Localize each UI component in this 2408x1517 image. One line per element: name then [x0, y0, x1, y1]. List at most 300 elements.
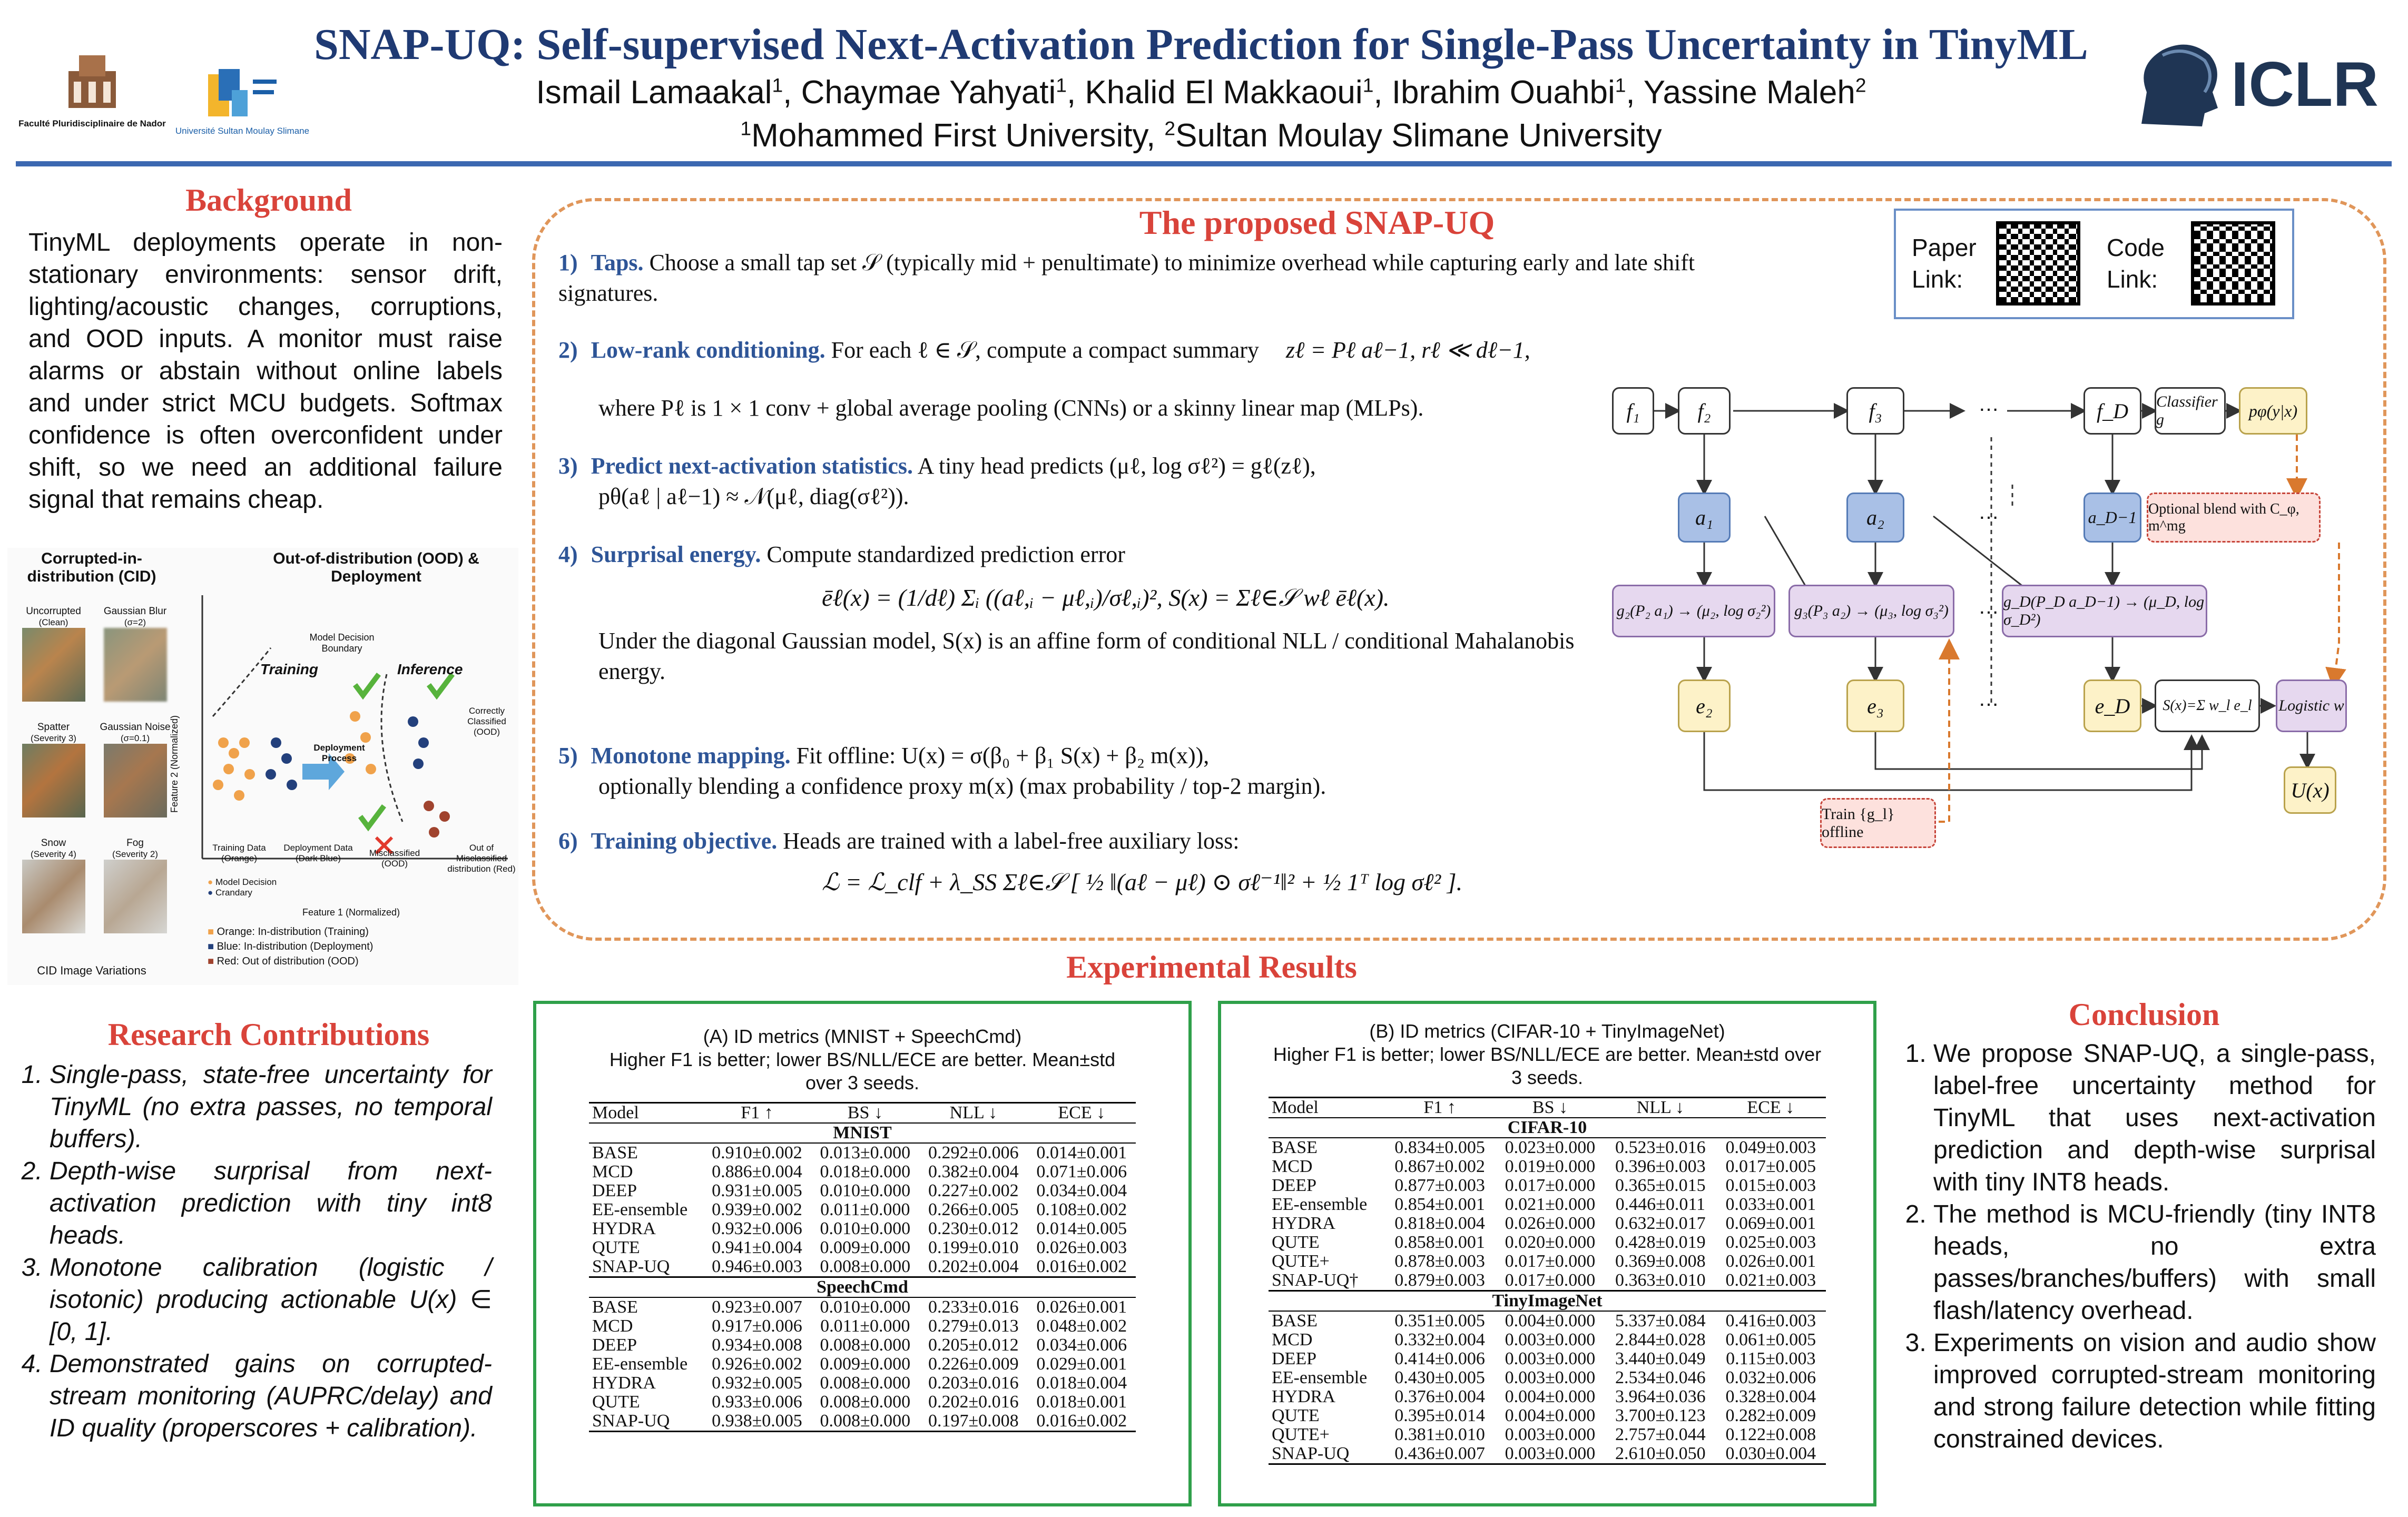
table-row	[589, 1219, 1136, 1238]
table-cell-value: 0.008±0.000	[811, 1412, 919, 1432]
table-row	[1269, 1406, 1826, 1425]
table-cell-value: 0.932±0.006	[712, 1219, 802, 1238]
proposed-title: The proposed SNAP-UQ	[1139, 204, 1495, 241]
table-cell-value: 0.013±0.000	[820, 1143, 911, 1163]
step-formula: ēℓ(x) = (1/dℓ) Σᵢ ((aℓ,ᵢ − μℓ,ᵢ)/σℓ,ᵢ)², S(x) = Σℓ∈𝒮 wℓ ēℓ(x).	[822, 584, 1390, 611]
table-row	[1269, 1349, 1826, 1368]
table-cell-value: 0.938±0.005	[703, 1412, 811, 1432]
table-row	[1269, 1331, 1826, 1349]
bird-photo-spatter	[22, 744, 85, 817]
iclr-logo	[2112, 32, 2392, 137]
affiliation-name: Sultan Moulay Slimane University	[1175, 117, 1662, 154]
cid-image-sub: (σ=2)	[124, 617, 146, 627]
table-cell-value: 2.610±0.050	[1605, 1444, 1715, 1464]
table-cell-value: 0.014±0.001	[1036, 1143, 1127, 1163]
bird-photo-clean	[22, 628, 85, 702]
author-name: Yassine Maleh	[1643, 74, 1855, 111]
table-cell-value: 0.416±0.003	[1725, 1311, 1816, 1331]
author-affiliation-marker: 1	[1362, 74, 1374, 96]
bird-photo-fog	[104, 860, 167, 933]
author-name: Ismail Lamaakal	[536, 74, 772, 111]
step-number: 1)	[558, 250, 578, 275]
cid-image-label: Uncorrupted	[26, 606, 81, 617]
contribution-item: 2. Depth-wise surprisal from next-activation prediction with tiny int8 heads.	[50, 1155, 492, 1252]
university-logo-nador	[16, 37, 169, 142]
code-qr-code[interactable]	[2191, 221, 2275, 306]
table-row	[589, 1317, 1136, 1336]
cid-image-sub: (Severity 3)	[31, 733, 76, 743]
head-g3-node: g₃(P₃ a₂) → (μ₃, log σ₃²)	[1788, 585, 1954, 637]
cid-image-cell	[100, 606, 171, 711]
bird-photo-noise	[104, 744, 167, 817]
table-b-section-title: CIFAR-10	[1269, 1118, 1826, 1138]
conclusion-title: Conclusion	[2068, 997, 2220, 1032]
table-cell-value: 0.061±0.005	[1725, 1330, 1816, 1349]
table-cell-model: SNAP-UQ†	[1269, 1271, 1384, 1291]
table-cell-value: 2.844±0.028	[1615, 1330, 1706, 1349]
table-cell-model: EE-ensemble	[592, 1354, 688, 1374]
table-cell-value: 0.941±0.004	[712, 1238, 802, 1257]
error-dots: …	[1978, 687, 1999, 711]
table-cell-value: 0.018±0.001	[1036, 1392, 1127, 1412]
table-cell-value: 0.017±0.000	[1505, 1252, 1596, 1271]
table-cell-value: 3.440±0.049	[1615, 1349, 1706, 1368]
table-cell-value: 0.048±0.002	[1036, 1316, 1127, 1336]
table-cell-value: 0.008±0.000	[820, 1373, 911, 1393]
fig-xaxis-label: Feature 1 (Normalized)	[302, 907, 400, 918]
results-title: Experimental Results	[1066, 950, 1357, 984]
table-cell-value: 0.026±0.000	[1505, 1214, 1596, 1233]
table-cell-value: 0.108±0.002	[1036, 1200, 1127, 1219]
table-row	[589, 1143, 1136, 1163]
table-cell-value: 0.049±0.003	[1725, 1138, 1816, 1157]
table-cell-value: 0.365±0.015	[1615, 1176, 1706, 1195]
table-cell-model: SNAP-UQ	[589, 1257, 703, 1277]
table-cell-value: 0.363±0.010	[1605, 1271, 1715, 1291]
code-link-label: Code Link:	[2107, 234, 2165, 293]
table-cell-value: 0.369±0.008	[1615, 1252, 1706, 1271]
table-cell-value: 0.523±0.016	[1615, 1138, 1706, 1157]
table-cell-value: 0.230±0.012	[928, 1219, 1019, 1238]
table-cell-value: 0.854±0.001	[1394, 1195, 1485, 1214]
step-heading: Training objective.	[591, 828, 778, 854]
table-cell-model: MCD	[1272, 1157, 1313, 1176]
table-row	[1269, 1214, 1826, 1233]
table-cell-value: 0.197±0.008	[919, 1412, 1027, 1432]
table-cell-model: EE-ensemble	[592, 1200, 688, 1219]
iclr-wordmark: ICLR	[2231, 49, 2378, 120]
step-text: A tiny head predicts (μℓ, log σℓ²) = gℓ(zℓ),	[917, 453, 1316, 479]
table-cell-value: 0.436±0.007	[1384, 1444, 1495, 1464]
table-row	[589, 1257, 1136, 1277]
table-cell-value: 5.337±0.084	[1615, 1311, 1706, 1331]
ood-title: Out-of-distribution (OOD) & Deployment	[273, 550, 479, 585]
step-2-continued	[598, 393, 1652, 423]
table-cell-model: BASE	[592, 1143, 638, 1163]
background-text: TinyML deployments operate in non-stationary environments: sensor drift, lighting/acoustic changes, corruptions, and OOD inputs. A monitor must raise alarms or abstain without online labels and under strict MCU budgets. Softmax confidence is often overconfident under shift, so we need an additional failure signal that remains cheap.	[28, 229, 503, 514]
table-cell-model: BASE	[592, 1297, 638, 1317]
table-cell-model: QUTE	[1272, 1406, 1320, 1425]
table-row	[589, 1163, 1136, 1181]
error-e2-node: e₂	[1678, 679, 1731, 732]
table-cell-value: 0.011±0.000	[820, 1316, 910, 1336]
table-b-header: ECE ↓	[1716, 1098, 1826, 1118]
train-offline-node: Train {g_l} offline	[1820, 798, 1936, 848]
step-text: Choose a small tap set 𝒮 (typically mid + penultimate) to minimize overhead while capturing early and late shift signatures.	[558, 250, 1695, 306]
step-number: 5)	[558, 743, 578, 769]
author-affiliation-marker: 1	[1056, 74, 1067, 96]
table-cell-model: HYDRA	[1272, 1387, 1335, 1406]
fig-deployment-label: Deployment Process	[313, 743, 365, 763]
step-text: Fit offline: U(x) = σ(β₀ + β₁ S(x) + β₂ m(x)),	[796, 743, 1210, 769]
fig-yaxis-label: Feature 2 (Normalized)	[169, 715, 180, 813]
table-cell-value: 0.010±0.000	[820, 1297, 911, 1317]
table-cell-value: 0.032±0.006	[1725, 1368, 1816, 1387]
fig-legend-decision-text: Model Decision	[215, 877, 277, 887]
table-b-header: BS ↓	[1495, 1098, 1605, 1118]
table-cell-value: 0.017±0.000	[1495, 1271, 1605, 1291]
table-cell-model: DEEP	[1272, 1349, 1316, 1368]
table-cell-value: 0.414±0.006	[1394, 1349, 1485, 1368]
table-cell-value: 0.071±0.006	[1036, 1162, 1127, 1181]
table-cell-value: 0.946±0.003	[703, 1257, 811, 1277]
table-cell-value: 0.003±0.000	[1505, 1330, 1596, 1349]
table-row	[1269, 1368, 1826, 1387]
table-cell-value: 0.009±0.000	[820, 1354, 911, 1374]
table-cell-value: 0.266±0.005	[928, 1200, 1019, 1219]
table-a-section-title: MNIST	[589, 1123, 1136, 1143]
fig-outmis-label: Out of Misclassified distribution (Red)	[447, 843, 516, 874]
fig-legend-boundary-text: Crandary	[215, 888, 252, 898]
step-2	[558, 335, 1612, 366]
author-name: Chaymae Yahyati	[801, 74, 1056, 111]
table-row	[1269, 1138, 1826, 1157]
cid-title: Corrupted-in-distribution (CID)	[27, 550, 156, 585]
table-cell-value: 0.205±0.012	[928, 1335, 1019, 1355]
table-cell-model: QUTE+	[1272, 1252, 1330, 1271]
table-cell-value: 0.332±0.004	[1394, 1330, 1485, 1349]
poster-title: SNAP-UQ: Self-supervised Next-Activation Prediction for Single-Pass Uncertainty in TinyML	[314, 20, 2088, 69]
contribution-item: 1. Single-pass, state-free uncertainty for TinyML (no extra passes, no temporal buffers).	[50, 1059, 492, 1155]
table-cell-value: 0.923±0.007	[712, 1297, 802, 1317]
conclusion-item: 3. Experiments on vision and audio show improved corrupted-stream monitoring and strong failure detection while fitting constrained devices.	[1933, 1327, 2376, 1455]
conclusion-list	[1891, 1038, 2376, 1455]
contribution-item: 3. Monotone calibration (logistic / isotonic) producing actionable U(x) ∈ [0, 1].	[50, 1252, 492, 1348]
logistic-node: Logistic w	[2276, 679, 2347, 732]
step-formula: zℓ = Pℓ aℓ−1, rℓ ≪ dℓ−1,	[1285, 337, 1530, 363]
table-cell-value: 0.029±0.001	[1036, 1354, 1127, 1374]
affiliation-number: 2	[1164, 117, 1176, 140]
table-cell-value: 0.227±0.002	[928, 1181, 1019, 1200]
affiliation-list: $^1$Mohammed First University, $^2$Sultan Moulay Slimane University	[740, 117, 1662, 154]
head-dots: …	[1978, 595, 1999, 618]
logo-caption-usms: Université Sultan Moulay Slimane	[175, 126, 310, 136]
activation-a2-node: a₂	[1846, 492, 1904, 543]
table-cell-model: MCD	[1272, 1330, 1313, 1349]
step-text: Heads are trained with a label-free auxiliary loss:	[783, 828, 1240, 854]
table-cell-value: 0.878±0.003	[1394, 1252, 1485, 1271]
step-heading: Low-rank conditioning.	[591, 337, 825, 363]
step-3	[558, 451, 1612, 512]
step-heading: Predict next-activation statistics.	[591, 453, 913, 479]
uncertainty-output-node: U(x)	[2284, 766, 2336, 814]
table-cell-model: HYDRA	[592, 1219, 656, 1238]
table-cell-value: 0.069±0.001	[1725, 1214, 1816, 1233]
bird-photo-blur	[104, 628, 167, 702]
table-row	[589, 1181, 1136, 1200]
contributions-list	[7, 1059, 492, 1444]
table-a-header: F1 ↑	[703, 1103, 811, 1124]
step-heading: Taps.	[591, 250, 644, 275]
usms-emblem-icon	[208, 69, 277, 122]
error-eD-node: e_D	[2083, 679, 2141, 732]
table-cell-value: 0.115±0.003	[1726, 1349, 1816, 1368]
author-name: Khalid El Makkaoui	[1085, 74, 1363, 111]
table-cell-value: 0.019±0.000	[1505, 1157, 1596, 1176]
fig-legend: ■ Orange: In-distribution (Training) ■ Blue: In-distribution (Deployment) ■ Red: Out of distribution (OOD)	[208, 926, 374, 967]
step-1	[558, 248, 1728, 309]
table-cell-value: 0.122±0.008	[1725, 1425, 1816, 1444]
table-row	[589, 1200, 1136, 1219]
table-cell-value: 0.328±0.004	[1725, 1387, 1816, 1406]
logo-caption-nador: Faculté Pluridisciplinaire de Nador	[18, 119, 166, 129]
table-cell-value: 2.757±0.044	[1615, 1425, 1706, 1444]
table-cell-value: 0.858±0.001	[1394, 1233, 1485, 1252]
table-row	[1269, 1195, 1826, 1214]
cid-image-sub: (Severity 2)	[112, 849, 158, 859]
table-cell-value: 0.009±0.000	[820, 1238, 911, 1257]
step-formula: ℒ = ℒ_clf + λ_SS Σℓ∈𝒮 [ ½ ‖(aℓ − μℓ) ⊙ σℓ⁻¹‖² + ½ 1ᵀ log σℓ² ].	[822, 869, 1463, 895]
activation-dots: …	[1978, 500, 1999, 524]
table-cell-value: 0.202±0.016	[928, 1392, 1019, 1412]
table-cell-value: 0.446±0.011	[1615, 1195, 1706, 1214]
contribution-item: 4. Demonstrated gains on corrupted-stream monitoring (AUPRC/delay) and ID quality (properscores + calibration).	[50, 1348, 492, 1444]
table-cell-value: 0.202±0.004	[919, 1257, 1027, 1277]
table-cell-value: 0.877±0.003	[1394, 1176, 1485, 1195]
table-b-caption-note: Higher F1 is better; lower BS/NLL/ECE are better. Mean±std over 3 seeds.	[1273, 1043, 1822, 1088]
cid-image-label: Gaussian Noise	[100, 722, 171, 733]
table-cell-value: 0.015±0.003	[1725, 1176, 1816, 1195]
table-row	[589, 1336, 1136, 1355]
cid-caption: CID Image Variations	[37, 964, 146, 977]
table-cell-model: SNAP-UQ	[1269, 1444, 1384, 1464]
table-cell-model: DEEP	[592, 1181, 637, 1200]
layer-f3-node: f₃	[1846, 387, 1904, 435]
table-cell-value: 0.430±0.005	[1394, 1368, 1485, 1387]
layer-dots: …	[1978, 392, 1999, 416]
table-b-caption-title: (B) ID metrics (CIFAR-10 + TinyImageNet)	[1369, 1020, 1725, 1042]
author-affiliation-marker: 1	[772, 74, 783, 96]
classifier-node: Classifier g	[2155, 387, 2226, 435]
table-cell-value: 0.026±0.001	[1036, 1297, 1127, 1317]
fig-correct-label: Correctly Classified (OOD)	[467, 706, 506, 737]
table-cell-value: 0.008±0.000	[811, 1257, 919, 1277]
table-row	[589, 1412, 1136, 1432]
fig-legend-decision: ● Model Decision ● Crandary	[208, 877, 277, 898]
author-list: Ismail Lamaakal$^1$, Chaymae Yahyati$^1$, Khalid El Makkaoui$^1$, Ibrahim Ouahbi$^1$, Yassine Maleh$^2$	[536, 74, 1866, 111]
background-title: Background	[185, 183, 352, 218]
step-5	[558, 741, 1612, 802]
table-cell-value: 0.008±0.000	[820, 1392, 911, 1412]
error-e3-node: e₃	[1846, 679, 1904, 732]
table-row	[1269, 1157, 1826, 1176]
head-silhouette-icon	[2126, 34, 2226, 134]
table-cell-value: 0.016±0.002	[1028, 1257, 1136, 1277]
building-emblem-icon	[63, 50, 121, 113]
table-cell-value: 0.010±0.000	[820, 1219, 911, 1238]
table-a-header: BS ↓	[811, 1103, 919, 1124]
activation-aD1-node: a_D−1	[2083, 492, 2141, 543]
table-cell-value: 0.233±0.016	[928, 1297, 1019, 1317]
table-cell-value: 0.886±0.004	[712, 1162, 802, 1181]
step-text: optionally blending a confidence proxy m(x) (max probability / top-2 margin).	[598, 773, 1326, 799]
table-cell-model: EE-ensemble	[1272, 1195, 1368, 1214]
contributions-title: Research Contributions	[107, 1017, 430, 1052]
cid-image-cell	[100, 838, 171, 943]
table-a-header: ECE ↓	[1028, 1103, 1136, 1124]
table-row	[1269, 1176, 1826, 1195]
layer-f2-node: f₂	[1678, 387, 1731, 435]
table-cell-value: 0.033±0.001	[1725, 1195, 1816, 1214]
table-cell-value: 0.351±0.005	[1394, 1311, 1485, 1331]
table-b-header: F1 ↑	[1384, 1098, 1495, 1118]
table-cell-value: 0.376±0.004	[1394, 1387, 1485, 1406]
cid-image-cell	[100, 722, 171, 827]
table-cell-value: 0.926±0.002	[712, 1354, 802, 1374]
table-cell-value: 0.818±0.004	[1394, 1214, 1485, 1233]
table-b-box	[1218, 1001, 1876, 1506]
table-cell-value: 0.034±0.006	[1036, 1335, 1127, 1355]
table-b-section-title: TinyImageNet	[1269, 1291, 1826, 1312]
table-cell-model: SNAP-UQ	[589, 1412, 703, 1432]
cid-image-cell	[18, 838, 89, 943]
table-row	[1269, 1444, 1826, 1464]
table-cell-model: QUTE	[592, 1238, 640, 1257]
table-cell-model: BASE	[1272, 1311, 1318, 1331]
table-cell-value: 0.014±0.005	[1036, 1219, 1127, 1238]
table-row	[1269, 1387, 1826, 1406]
table-row	[589, 1238, 1136, 1257]
table-cell-value: 0.933±0.006	[712, 1392, 802, 1412]
step-heading: Surprisal energy.	[591, 541, 761, 567]
table-cell-model: MCD	[592, 1316, 633, 1336]
table-cell-value: 0.010±0.000	[820, 1181, 911, 1200]
fig-inference-label: Inference	[397, 661, 463, 677]
table-a-caption-title: (A) ID metrics (MNIST + SpeechCmd)	[703, 1026, 1022, 1047]
header-divider	[16, 161, 2392, 166]
table-cell-value: 0.017±0.000	[1505, 1176, 1596, 1195]
table-cell-value: 0.016±0.002	[1028, 1412, 1136, 1432]
table-a-header: NLL ↓	[919, 1103, 1027, 1124]
step-heading: Monotone mapping.	[591, 743, 791, 769]
table-cell-model: QUTE	[1272, 1233, 1320, 1252]
bird-photo-snow	[22, 860, 85, 933]
head-g2-node: g₂(P₂ a₁) → (μ₂, log σ₂²)	[1612, 585, 1775, 637]
table-cell-value: 0.030±0.004	[1716, 1444, 1826, 1464]
table-cell-value: 0.021±0.003	[1716, 1271, 1826, 1291]
table-cell-model: QUTE+	[1272, 1425, 1330, 1444]
table-cell-model: EE-ensemble	[1272, 1368, 1368, 1387]
table-cell-value: 0.021±0.000	[1505, 1195, 1596, 1214]
table-cell-value: 0.025±0.003	[1725, 1233, 1816, 1252]
step-number: 3)	[558, 453, 578, 479]
table-cell-value: 0.917±0.006	[712, 1316, 802, 1336]
table-row	[589, 1393, 1136, 1412]
table-cell-value: 0.879±0.003	[1384, 1271, 1495, 1291]
affiliation-number: 1	[740, 117, 752, 140]
table-cell-model: BASE	[1272, 1138, 1318, 1157]
table-cell-value: 0.034±0.004	[1036, 1181, 1127, 1200]
table-cell-value: 0.932±0.005	[712, 1373, 802, 1393]
layer-f1-node: f₁	[1612, 387, 1654, 435]
table-cell-value: 0.203±0.016	[928, 1373, 1019, 1393]
fig-legend-item: Red: Out of distribution (OOD)	[217, 955, 359, 967]
cid-image-sub: (Severity 4)	[31, 849, 76, 859]
table-cell-value: 0.931±0.005	[712, 1181, 802, 1200]
table-cell-value: 0.381±0.010	[1394, 1425, 1485, 1444]
table-cell-model: HYDRA	[592, 1373, 656, 1393]
table-row	[1269, 1425, 1826, 1444]
author-name: Ibrahim Ouahbi	[1391, 74, 1615, 111]
table-row	[589, 1374, 1136, 1393]
activation-a1-node: a₁	[1678, 492, 1731, 543]
table-cell-value: 0.282±0.009	[1725, 1406, 1816, 1425]
table-cell-value: 0.428±0.019	[1615, 1233, 1706, 1252]
table-cell-value: 0.004±0.000	[1505, 1406, 1596, 1425]
qr-links-box	[1894, 209, 2294, 319]
table-row	[1269, 1233, 1826, 1252]
cid-image-label: Snow	[41, 838, 66, 849]
cid-image-label: Gaussian Blur	[103, 606, 167, 617]
table-cell-value: 0.199±0.010	[928, 1238, 1019, 1257]
head-gD-node: g_D(P_D a_D−1) → (μ_D, log σ_D²)	[2002, 585, 2207, 637]
fig-misclassified-label: Misclassified (OOD)	[369, 848, 420, 869]
table-cell-value: 0.026±0.003	[1036, 1238, 1127, 1257]
table-cell-value: 0.279±0.013	[928, 1316, 1019, 1336]
table-cell-value: 0.003±0.000	[1495, 1444, 1605, 1464]
step-text: For each ℓ ∈ 𝒮, compute a compact summary	[831, 337, 1259, 363]
cid-image-cell	[18, 722, 89, 827]
fig-training-label: Training	[260, 661, 318, 677]
table-cell-value: 0.396±0.003	[1615, 1157, 1706, 1176]
table-cell-value: 0.017±0.005	[1725, 1157, 1816, 1176]
paper-qr-code[interactable]	[1996, 221, 2080, 306]
cid-image-cell	[18, 606, 89, 711]
cid-image-grid	[18, 606, 171, 943]
fig-boundary-label: Model Decision Boundary	[309, 632, 375, 654]
table-cell-value: 0.003±0.000	[1505, 1349, 1596, 1368]
step-number: 4)	[558, 541, 578, 567]
table-a-caption-note: Higher F1 is better; lower BS/NLL/ECE are better. Mean±std over 3 seeds.	[609, 1049, 1116, 1094]
table-cell-model: HYDRA	[1272, 1214, 1335, 1233]
cid-image-sub: (σ=0.1)	[120, 733, 150, 743]
cid-image-sub: (Clean)	[38, 617, 68, 627]
table-cell-value: 0.867±0.002	[1394, 1157, 1485, 1176]
architecture-diagram-arrows	[1596, 369, 2376, 906]
table-cell-value: 0.226±0.009	[928, 1354, 1019, 1374]
step-text: Compute standardized prediction error	[766, 541, 1125, 567]
table-b	[1269, 1097, 1826, 1465]
conclusion-item: 2. The method is MCU-friendly (tiny INT8 heads, no extra passes/branches/buffers) with small flash/latency overhead.	[1933, 1198, 2376, 1327]
table-cell-value: 0.382±0.004	[928, 1162, 1019, 1181]
table-cell-value: 0.018±0.004	[1036, 1373, 1127, 1393]
table-cell-value: 0.395±0.014	[1394, 1406, 1485, 1425]
university-logo-usms	[169, 58, 316, 147]
cid-ood-figure	[7, 548, 518, 985]
table-cell-value: 0.939±0.002	[712, 1200, 802, 1219]
table-a-box	[533, 1001, 1192, 1506]
table-cell-value: 3.700±0.123	[1615, 1406, 1706, 1425]
